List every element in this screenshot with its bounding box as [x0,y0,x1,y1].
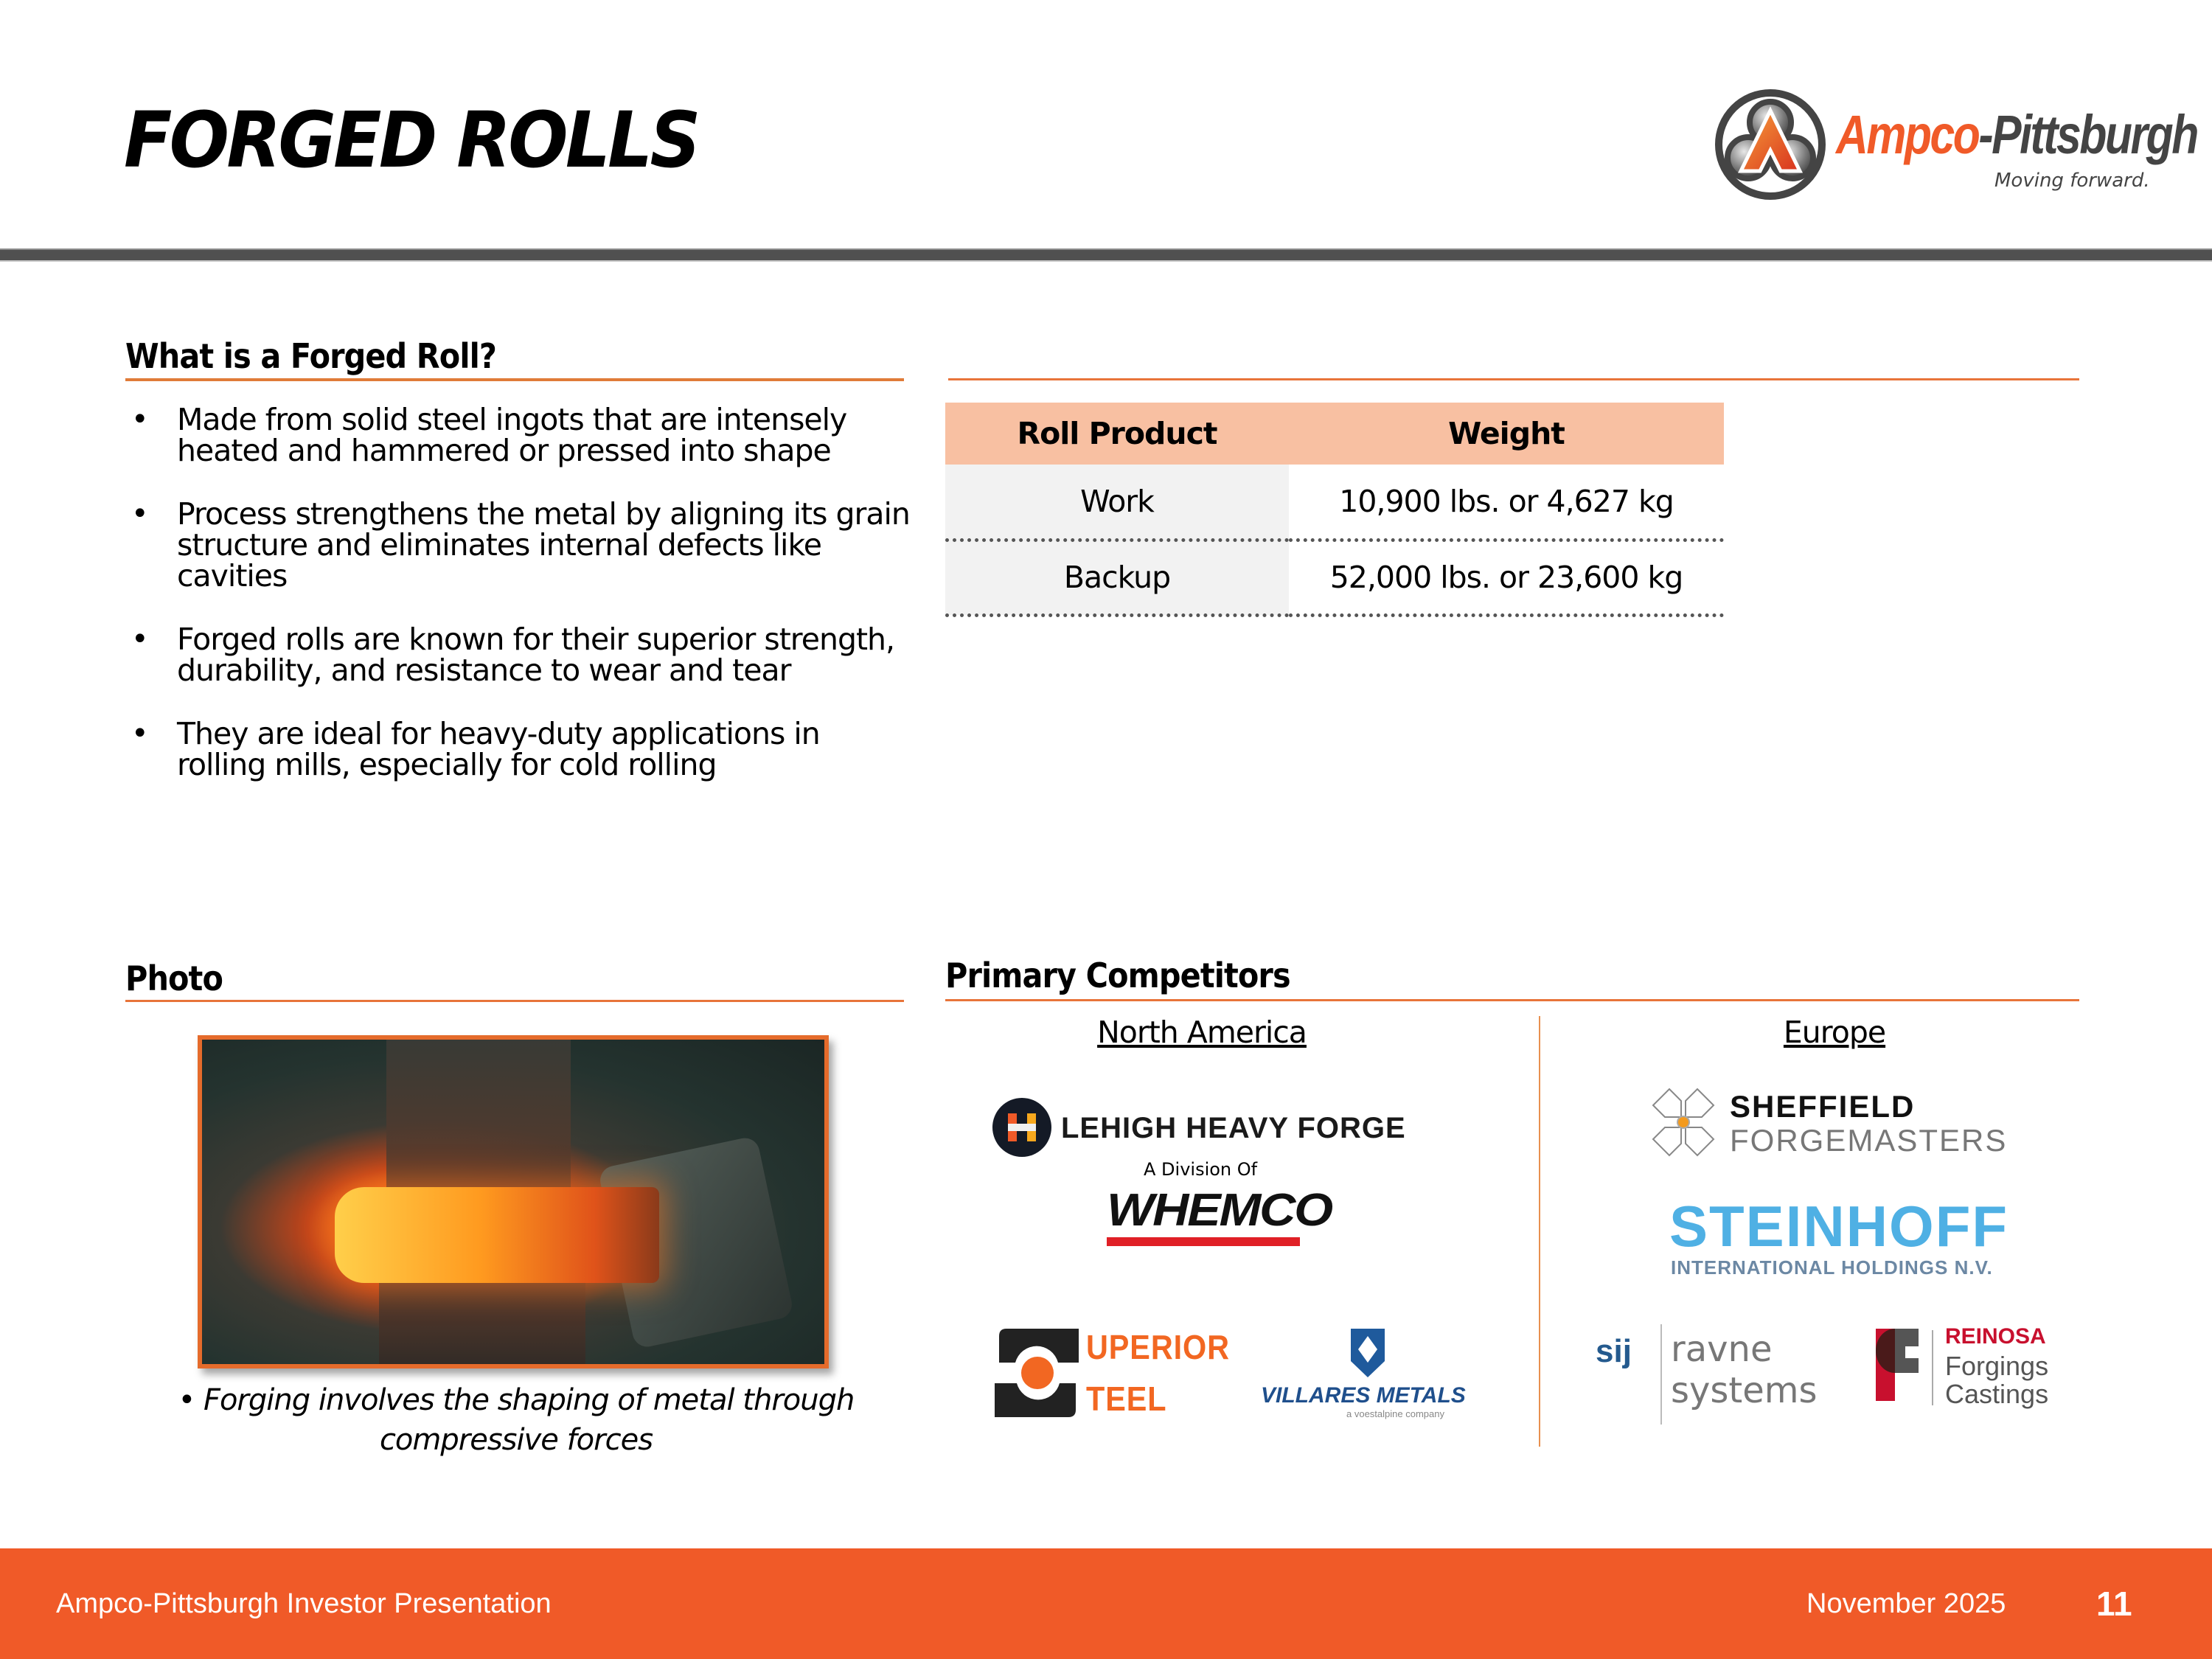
column-header: Weight [1289,403,1724,465]
sheffield-emblem-icon [1649,1088,1718,1157]
superior-steel-logo [992,1327,1235,1419]
region-divider [1539,1016,1540,1447]
roll-product-cell: Backup [945,540,1289,615]
section-rule [125,378,904,381]
weight-cell: 52,000 lbs. or 23,600 kg [1289,540,1724,615]
steinhoff-subtitle: INTERNATIONAL HOLDINGS N.V. [1671,1256,1993,1279]
bullet-item: • Made from solid steel ingots that are intensely heated and hammered or pressed into shape [131,404,913,466]
what-is-heading: What is a Forged Roll? [125,336,497,376]
sheffield-wordmark-line1: SHEFFIELD [1730,1089,1916,1124]
table-header-row [945,403,1724,465]
section-rule [125,1000,904,1002]
villares-tagline: a voestalpine company [1346,1408,1444,1419]
superior-wordmark-line2: TEEL [1086,1380,1167,1418]
reinosa-logo [1876,1324,2067,1420]
hot-ingot-shape [335,1187,659,1283]
sheffield-wordmark-line2: FORGEMASTERS [1730,1123,2008,1158]
villares-shield-icon [1351,1329,1385,1377]
roll-product-cell: Work [945,465,1289,540]
bullet-list [131,404,913,813]
superior-wordmark-line1: UPERIOR [1086,1328,1230,1366]
competitors-heading: Primary Competitors [945,956,1290,995]
bullet-icon: • [178,1383,204,1417]
column-header: Roll Product [945,403,1289,465]
company-logo [1714,87,2197,205]
sij-ravne-systems-logo [1596,1320,1824,1430]
systems-wordmark: systems [1671,1370,1818,1411]
bullet-item: • Forged rolls are known for their superior strength, durability, and resistance to wear and tear [131,624,913,686]
region-europe: Europe [1783,1015,1886,1050]
villares-metals-logo [1261,1327,1475,1423]
forgings-wordmark: Forgings [1945,1351,2049,1381]
superior-steel-emblem-icon [992,1327,1083,1419]
ravne-wordmark: ravne [1671,1329,1773,1370]
section-rule [948,378,2079,380]
ampco-emblem-icon [1714,88,1826,201]
footer-presentation-title: Ampco-Pittsburgh Investor Presentation [56,1588,552,1619]
region-north-america: North America [1097,1015,1307,1050]
logo-wordmark: Ampco-Pittsburgh [1836,104,2197,165]
logo-divider [1660,1324,1662,1425]
whemco-wordmark: WHEMCO [1107,1185,1332,1236]
bullet-item: • They are ideal for heavy-duty applications in rolling mills, especially for cold rolling [131,718,913,780]
bullet-item: • Process strengthens the metal by aligning its grain structure and eliminates internal defects like cavities [131,498,913,591]
lehigh-emblem-icon [992,1097,1052,1158]
photo-heading: Photo [125,959,223,998]
table-row [945,540,1724,615]
header-divider [0,248,2212,262]
roll-weights-table [945,403,1724,617]
press-shape [386,1040,571,1187]
photo-caption: • Forging involves the shaping of metal through compressive forces [178,1383,855,1457]
page-number: 11 [2096,1585,2132,1623]
steinhoff-wordmark: STEINHOFF [1669,1194,2008,1259]
reinosa-wordmark: REINOSA [1945,1324,2046,1349]
reinosa-emblem-icon [1876,1329,1919,1401]
whemco-underline [1107,1237,1300,1246]
lehigh-wordmark: LEHIGH HEAVY FORGE [1061,1112,1406,1144]
lehigh-heavy-forge-logo [992,1097,1419,1245]
villares-wordmark: VILLARES METALS [1261,1383,1466,1408]
section-rule [945,999,2079,1001]
castings-wordmark: Castings [1945,1379,2049,1409]
logo-divider [1932,1330,1933,1405]
logo-tagline: Moving forward. [1994,170,2150,192]
sheffield-forgemasters-logo [1649,1088,2025,1161]
forging-photo [198,1035,829,1368]
weight-cell: 10,900 lbs. or 4,627 kg [1289,465,1724,540]
anvil-shape [379,1283,585,1368]
steinhoff-logo [1669,1193,2016,1281]
sij-wordmark: sij [1596,1333,1632,1369]
footer-date: November 2025 [1806,1588,2006,1619]
division-of-label: A Division Of [1144,1159,1258,1180]
table-row [945,465,1724,540]
page-title: FORGED ROLLS [124,95,698,185]
